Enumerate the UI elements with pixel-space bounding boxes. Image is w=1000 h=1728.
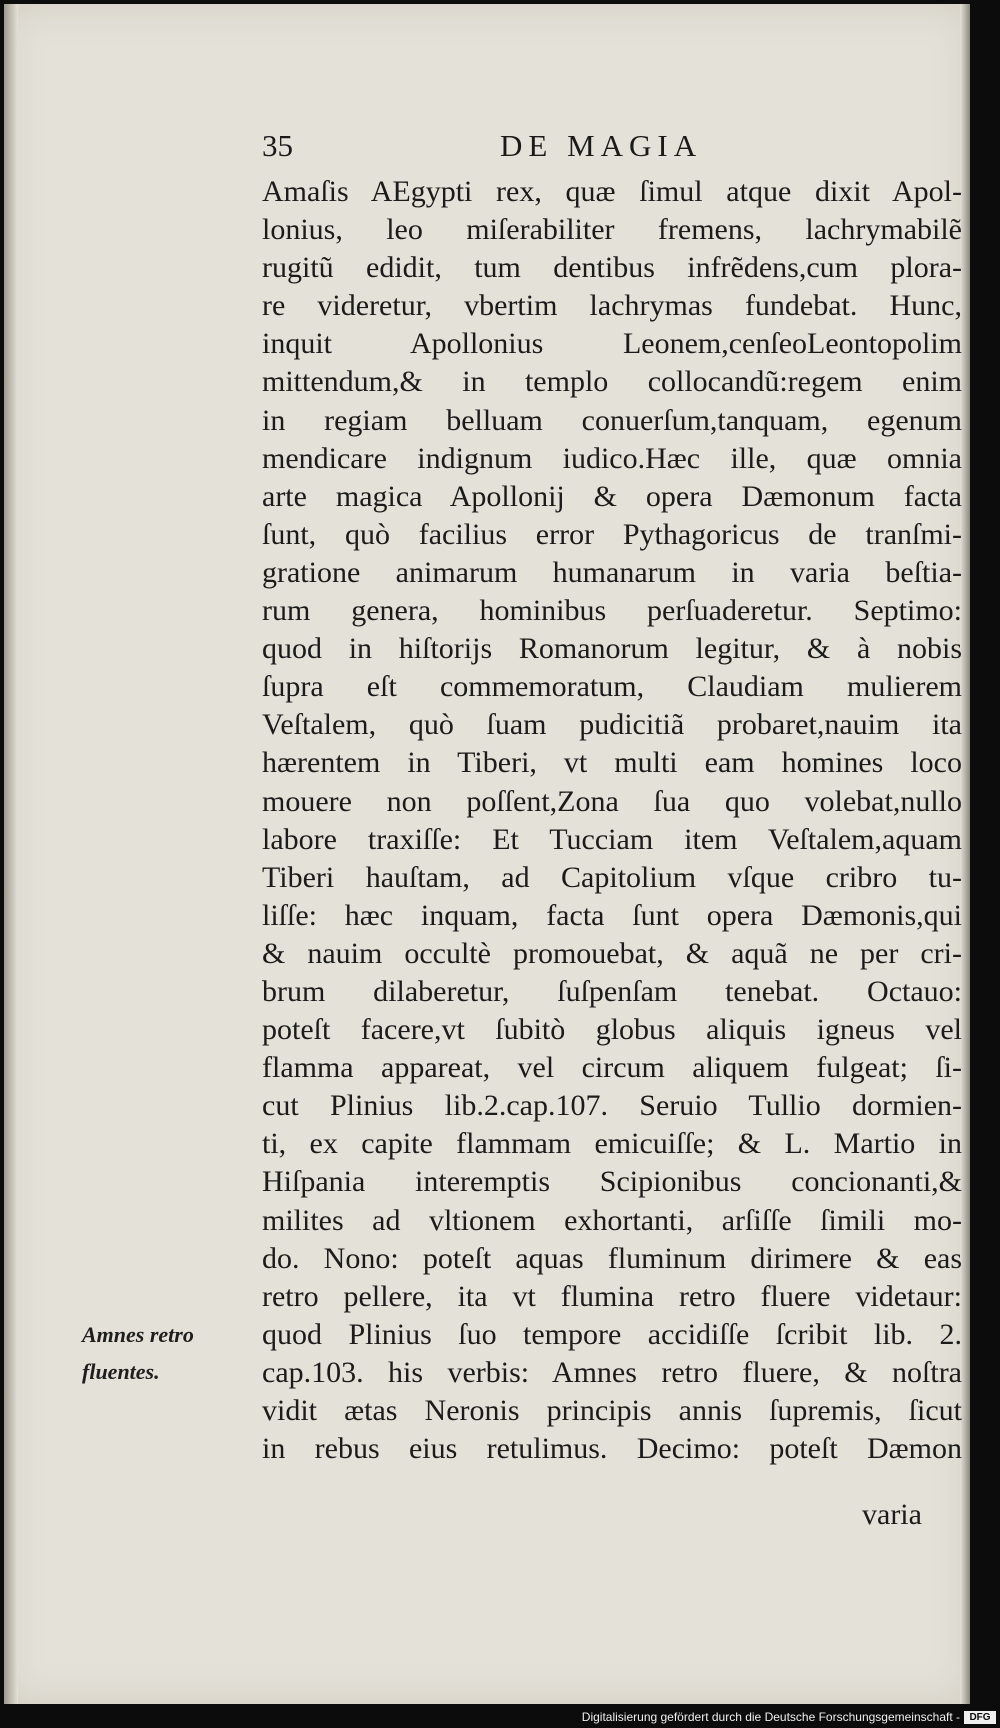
text-line: mouere non poſſent,Zona ſua quo volebat,nullo: [262, 784, 962, 818]
text-line: brum dilaberetur, ſuſpenſam tenebat. Octauo:: [262, 974, 962, 1008]
text-line: Veſtalem, quò ſuam pudicitiã probaret,nauim ita: [262, 708, 962, 742]
text-line: in regiam belluam conuerſum,tanquam, egenum: [262, 403, 962, 437]
page-number: 35: [262, 128, 293, 163]
text-line: poteſt facere,vt ſubitò globus aliquis igneus vel: [262, 1013, 962, 1047]
text-line: cut Plinius lib.2.cap.107. Seruio Tullio dormien-: [262, 1089, 962, 1123]
catchword: varia: [862, 1498, 922, 1531]
marginal-note-line: Amnes retro: [82, 1322, 194, 1347]
text-line: Hiſpania interemptis Scipionibus concionanti,&: [262, 1165, 962, 1199]
text-line: Tiberi hauſtam, ad Capitolium vſque cribro tu-: [262, 860, 962, 894]
text-line: hærentem in Tiberi, vt multi eam homines loco: [262, 746, 962, 780]
text-line: retro pellere, ita vt flumina retro fluere videtaur:: [262, 1279, 962, 1313]
text-line: & nauim occultè promouebat, & aquã ne per cri-: [262, 936, 962, 970]
text-line: lonius, leo miſerabiliter fremens, lachrymabilẽ: [262, 213, 962, 247]
text-line: ſupra eſt commemoratum, Claudiam mulierem: [262, 670, 962, 704]
marginal-note: [82, 1316, 252, 1390]
text-line: arte magica Apollonij & opera Dæmonum facta: [262, 479, 962, 513]
digitization-footer: [0, 1708, 1000, 1728]
running-head: DE MAGIA: [500, 128, 703, 163]
text-line: rum genera, hominibus perſuaderetur. Septimo:: [262, 594, 962, 628]
text-line: liſſe: hæc inquam, facta ſunt opera Dæmonis,qui: [262, 898, 962, 932]
text-line: quod in hiſtorijs Romanorum legitur, & à nobis: [262, 632, 962, 666]
page-header: [0, 128, 1000, 168]
text-line: rugitũ edidit, tum dentibus infrẽdens,cum plora-: [262, 251, 962, 285]
text-line: milites ad vltionem exhortanti, arſiſſe ſimili mo-: [262, 1203, 962, 1237]
text-line: flamma appareat, vel circum aliquem fulgeat; ſi-: [262, 1051, 962, 1085]
text-line: inquit Apollonius Leonem,cenſeoLeontopolim: [262, 327, 962, 361]
page-gutter-shadow: [4, 4, 18, 1704]
text-line: cap.103. his verbis: Amnes retro fluere, & noſtra: [262, 1355, 962, 1389]
text-line: re videretur, vbertim lachrymas fundebat. Hunc,: [262, 289, 962, 323]
text-line: in rebus eius retulimus. Decimo: poteſt Dæmon: [262, 1432, 962, 1466]
text-line: mittendum,& in templo collocandũ:regem enim: [262, 365, 962, 399]
text-line: vidit ætas Neronis principis annis ſupremis, ſicut: [262, 1394, 962, 1427]
text-line: ti, ex capite flammam emicuiſſe; & L. Martio in: [262, 1127, 962, 1161]
text-line: gratione animarum humanarum in varia beſtia-: [262, 555, 962, 589]
text-line: quod Plinius ſuo tempore accidiſſe ſcribit lib. 2.: [262, 1317, 962, 1351]
text-line: Amaſis AEgypti rex, quæ ſimul atque dixit Apol-: [262, 175, 962, 208]
text-line: mendicare indignum iudico.Hæc ille, quæ omnia: [262, 441, 962, 475]
dfg-logo: DFG: [964, 1711, 996, 1724]
marginal-note-line: fluentes.: [82, 1359, 160, 1384]
text-line: ſunt, quò facilius error Pythagoricus de tranſmi-: [262, 517, 962, 551]
body-text: [262, 173, 962, 1468]
text-line: labore traxiſſe: Et Tucciam item Veſtalem,aquam: [262, 822, 962, 856]
funding-credit: Digitalisierung gefördert durch die Deutsche Forschungsgemeinschaft -: [581, 1710, 960, 1724]
text-line: do. Nono: poteſt aquas fluminum dirimere & eas: [262, 1241, 962, 1275]
